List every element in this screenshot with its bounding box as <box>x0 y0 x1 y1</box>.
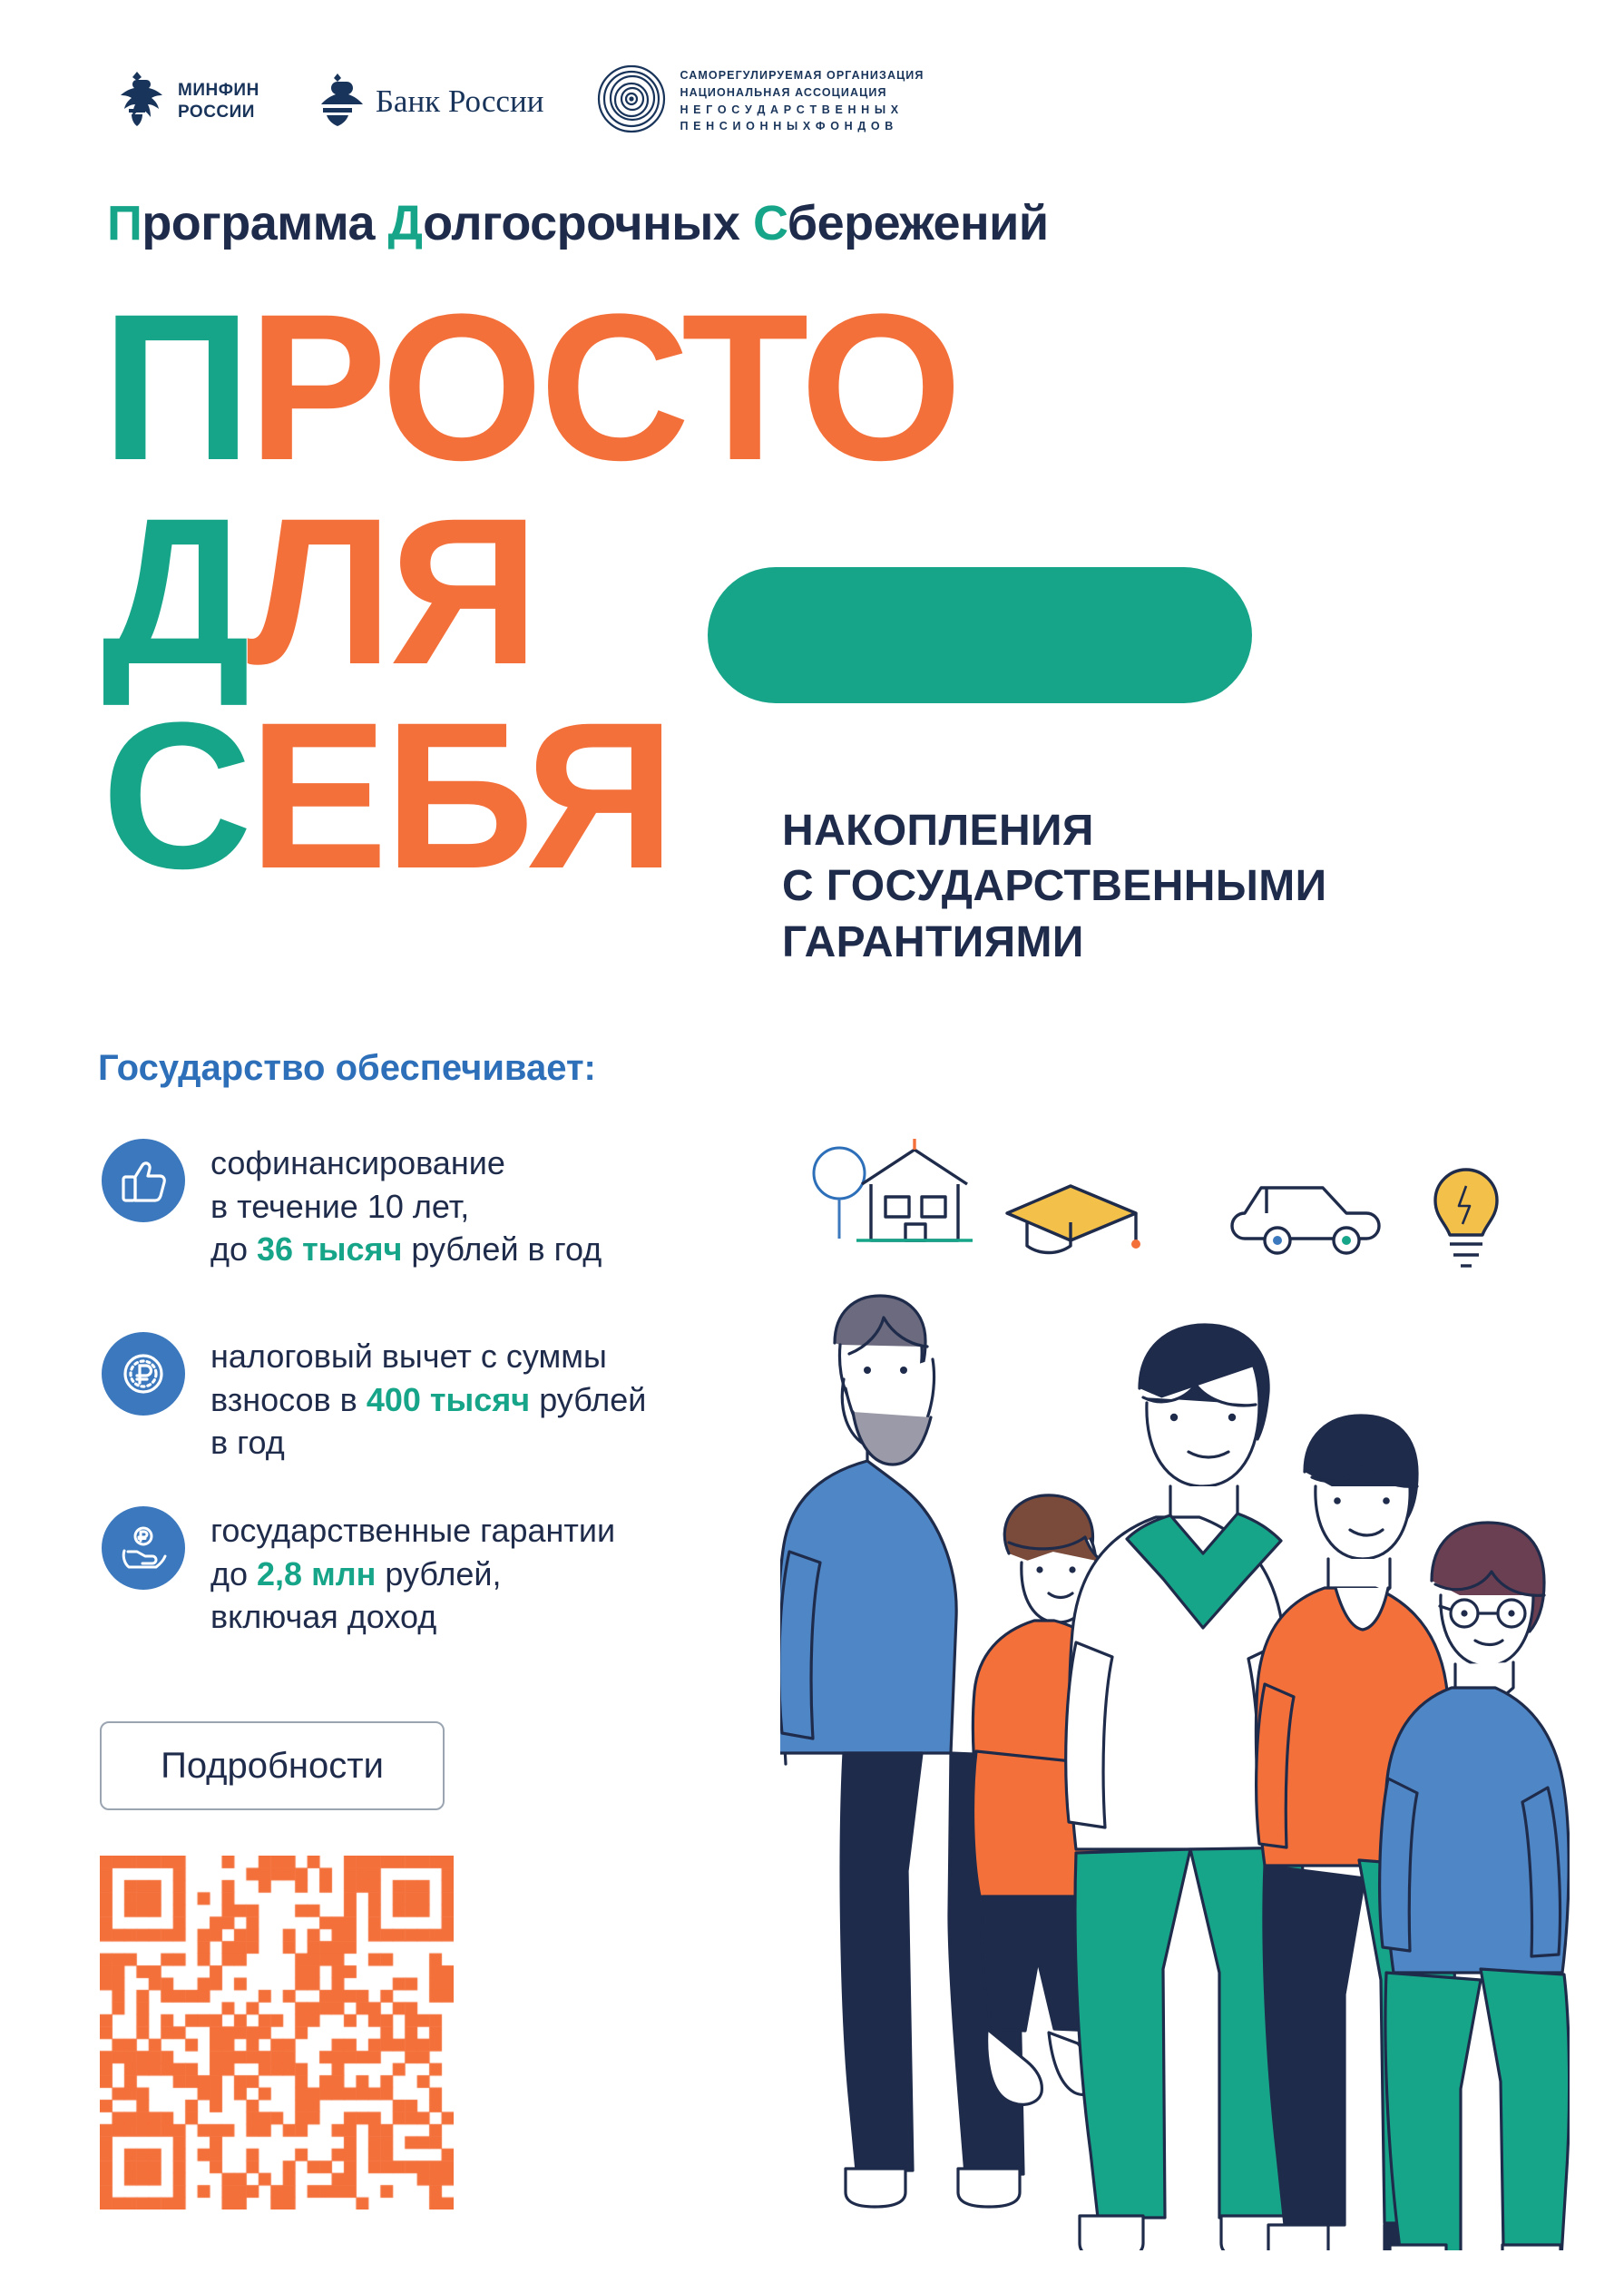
benefit-text-tax-deduction: налоговый вычет с суммы взносов в 400 тысяч рублей в год <box>210 1337 647 1462</box>
headline-word-dlya <box>102 475 536 708</box>
bank-rossii-logo <box>312 72 544 131</box>
logo-row <box>109 64 924 139</box>
benefit-text-cofinancing: софинансирование в течение 10 лет, до 36 тысяч рублей в год <box>210 1144 602 1269</box>
napf-logo <box>596 64 924 139</box>
headline-rest-prosto: РОСТО <box>248 270 959 504</box>
program-initial-s: С <box>752 196 788 250</box>
benefit-accent-value: 36 тысяч <box>257 1230 403 1269</box>
program-initial-d: Д <box>387 196 424 250</box>
program-word-3: бережений <box>787 196 1049 250</box>
headline-initial-d: Д <box>102 475 247 708</box>
minfin-logo-text: МИНФИН РОССИИ <box>178 80 259 122</box>
benefit-item-guarantees <box>102 1506 791 1639</box>
green-accent-bar <box>708 567 1252 703</box>
napf-spiral-icon <box>596 64 667 139</box>
headline-rest-sebya: ЕБЯ <box>249 679 672 912</box>
thumbs-up-icon <box>102 1139 185 1222</box>
headline-word-prosto <box>102 270 959 504</box>
minfin-eagle-icon <box>109 69 165 133</box>
headline-word-sebya <box>102 679 672 912</box>
details-button[interactable]: Подробности <box>100 1721 445 1810</box>
benefit-accent-value: 2,8 млн <box>257 1554 377 1592</box>
headline-initial-p: П <box>102 270 249 504</box>
benefit-item-cofinancing <box>102 1139 791 1271</box>
napf-logo-text: САМОРЕГУЛИРУЕМАЯ ОРГАНИЗАЦИЯ НАЦИОНАЛЬНАЯ АССОЦИАЦИЯ Н Е Г О С У Д А Р С Т В Е Н Н Ы Х П Е Н С И О Н Н Ы Х Ф О Н Д О В <box>680 69 925 133</box>
minfin-logo <box>109 69 259 133</box>
qr-code[interactable] <box>100 1856 454 2210</box>
program-word-2: олгосрочных <box>423 196 753 250</box>
headline-rest-dlya: ЛЯ <box>246 475 536 708</box>
benefit-text-guarantees: государственные гарантии до 2,8 млн рублей, включая доход <box>210 1512 616 1636</box>
bank-rossii-logo-text: Банк России <box>375 83 544 119</box>
benefit-item-tax-deduction <box>102 1332 791 1465</box>
program-title <box>107 195 1049 251</box>
benefit-accent-value: 400 тысяч <box>366 1380 531 1418</box>
subheadline: НАКОПЛЕНИЯ С ГОСУДАРСТВЕННЫМИ ГАРАНТИЯМИ <box>782 807 1327 966</box>
headline-initial-s: С <box>102 679 249 912</box>
ruble-coin-icon <box>102 1332 185 1416</box>
bank-rossii-emblem-icon <box>312 72 363 131</box>
program-word-1: рограмма <box>142 196 388 250</box>
program-initial-p: П <box>107 196 142 250</box>
hand-with-coins-icon <box>102 1506 185 1590</box>
benefits-title: Государство обеспечивает: <box>98 1048 596 1088</box>
family-illustration <box>780 1116 1570 2250</box>
